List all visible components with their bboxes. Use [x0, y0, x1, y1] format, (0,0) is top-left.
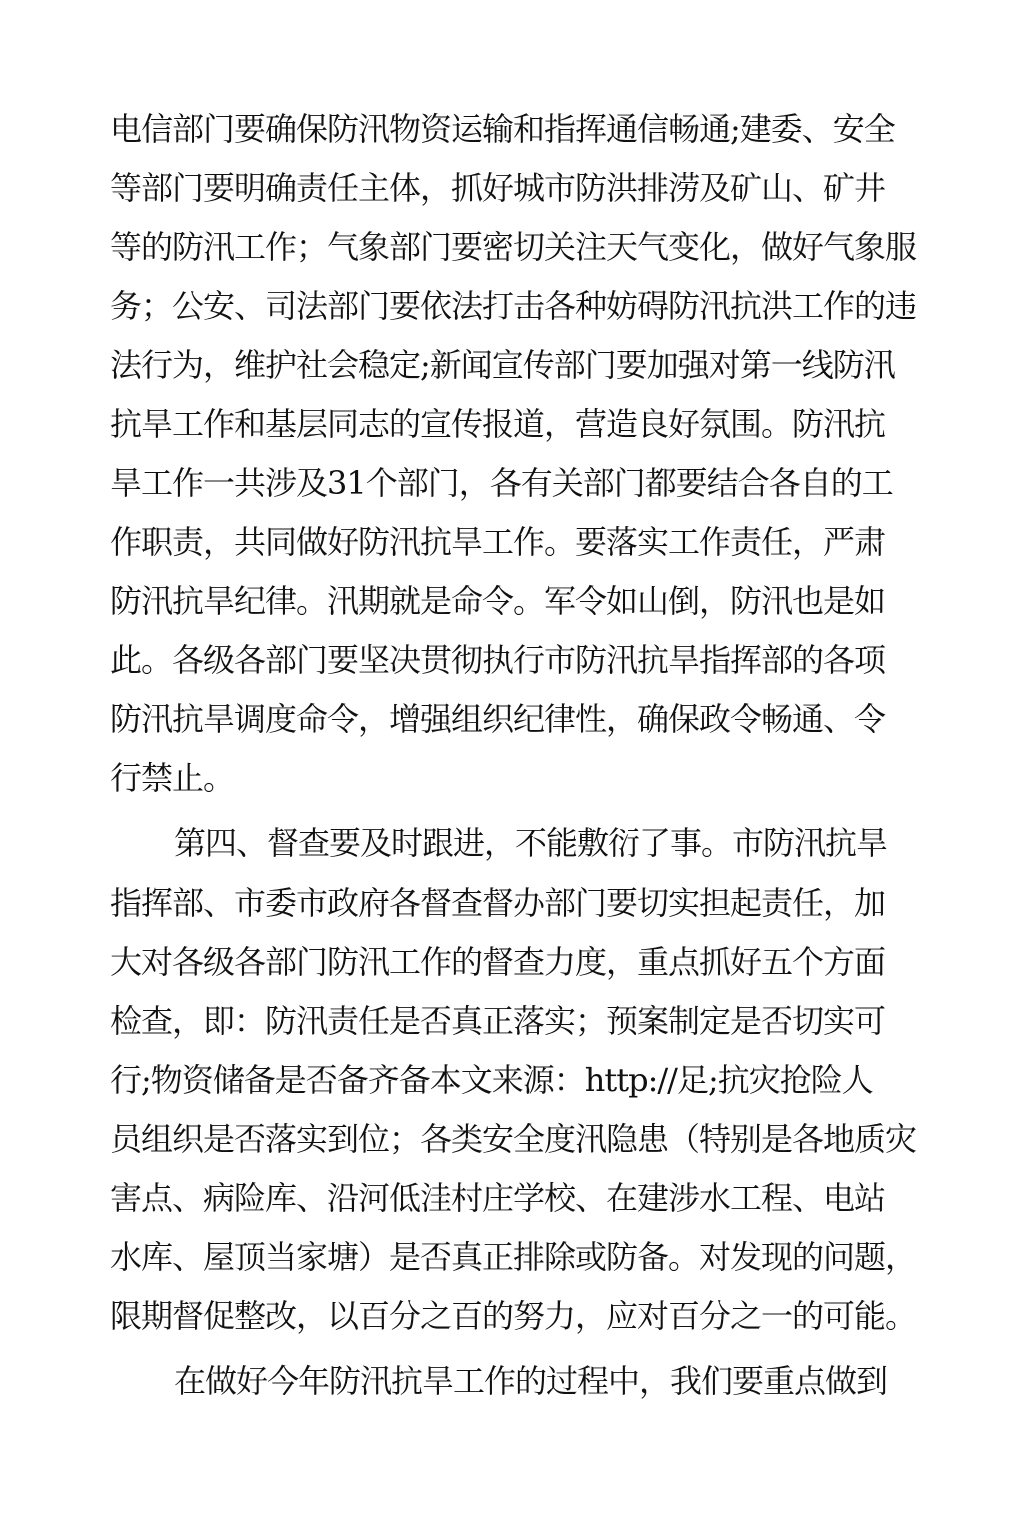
text-line: 等的防汛工作；气象部门要密切关注天气变化，做好气象服 [110, 228, 917, 266]
text-line: 行禁止。 [110, 759, 235, 797]
text-line: 员组织是否落实到位；各类安全度汛隐患（特别是各地质灾 [110, 1120, 917, 1158]
paragraph-start-line: 第四、督查要及时跟进，不能敷衍了事。市防汛抗旱 [174, 824, 888, 862]
text-line: 旱工作一共涉及31个部门，各有关部门都要结合各自的工 [110, 464, 893, 502]
text-line: 大对各级各部门防汛工作的督查力度，重点抓好五个方面 [110, 943, 886, 981]
text-line: 检查，即：防汛责任是否真正落实；预案制定是否切实可 [110, 1002, 886, 1040]
paragraph-start-line: 在做好今年防汛抗旱工作的过程中，我们要重点做到 [174, 1362, 888, 1400]
text-line: 防汛抗旱纪律。汛期就是命令。军令如山倒，防汛也是如 [110, 582, 886, 620]
text-line: 等部门要明确责任主体，抓好城市防洪排涝及矿山、矿井 [110, 169, 886, 207]
text-line: 法行为，维护社会稳定;新闻宣传部门要加强对第一线防汛 [110, 346, 895, 384]
text-line: 抗旱工作和基层同志的宣传报道，营造良好氛围。防汛抗 [110, 405, 886, 443]
text-line: 务；公安、司法部门要依法打击各种妨碍防汛抗洪工作的违 [110, 287, 917, 325]
text-line: 此。各级各部门要坚决贯彻执行市防汛抗旱指挥部的各项 [110, 641, 886, 679]
text-line: 害点、病险库、沿河低洼村庄学校、在建涉水工程、电站 [110, 1179, 886, 1217]
text-line: 电信部门要确保防汛物资运输和指挥通信畅通;建委、安全 [110, 110, 895, 148]
text-line: 防汛抗旱调度命令，增强组织纪律性，确保政令畅通、令 [110, 700, 886, 738]
text-line: 限期督促整改，以百分之百的努力，应对百分之一的可能。 [110, 1297, 917, 1335]
text-line: 指挥部、市委市政府各督查督办部门要切实担起责任，加 [110, 884, 886, 922]
text-line: 作职责，共同做好防汛抗旱工作。要落实工作责任，严肃 [110, 523, 886, 561]
text-line: 行;物资储备是否备齐备本文来源：http://足;抗灾抢险人 [110, 1061, 873, 1099]
text-line: 水库、屋顶当家塘）是否真正排除或防备。对发现的问题， [110, 1238, 917, 1276]
